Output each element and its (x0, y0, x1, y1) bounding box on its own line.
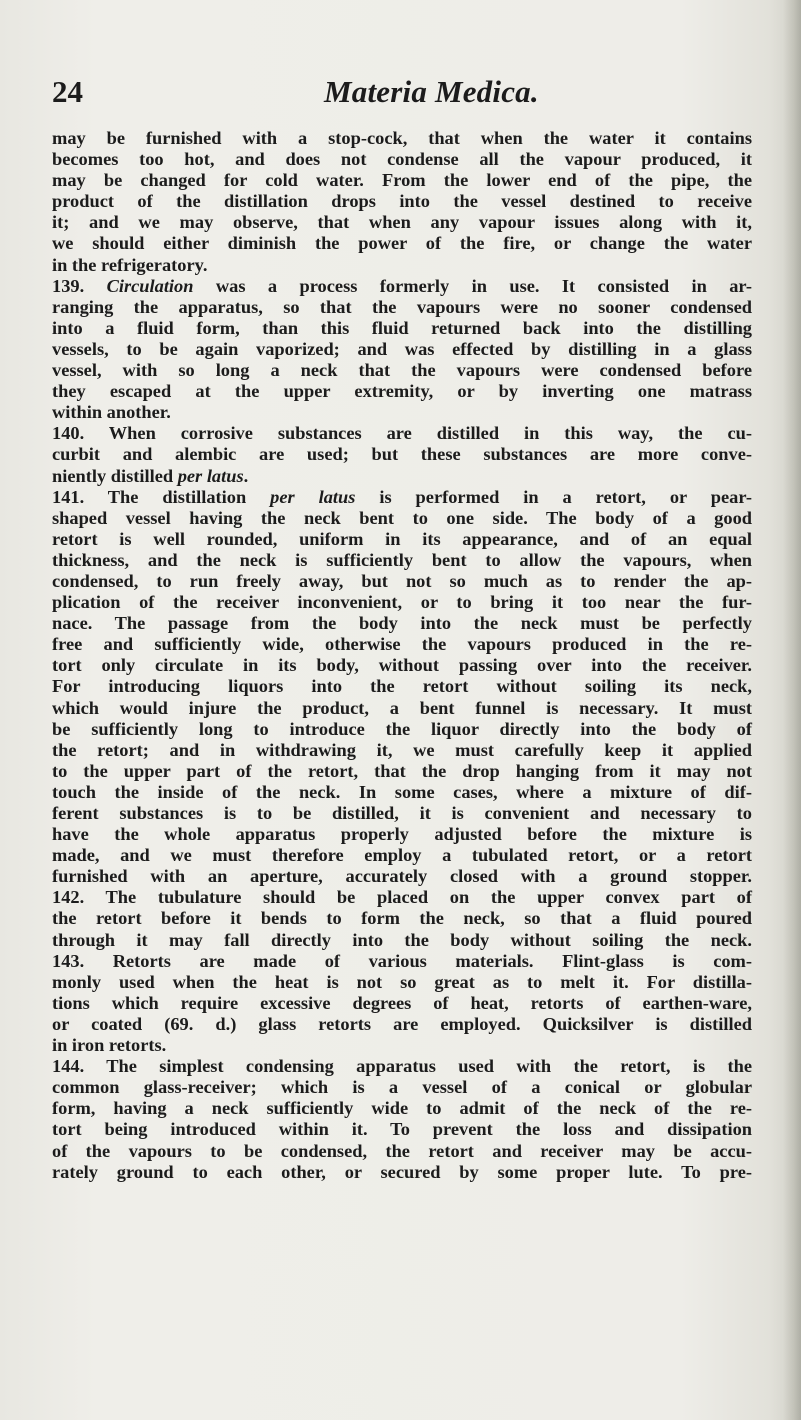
text-line: they escaped at the upper extremity, or by inverting one matrass (52, 381, 752, 402)
text-line: becomes too hot, and does not condense all the vapour produced, it (52, 149, 752, 170)
text-line: 144. The simplest condensing apparatus used with the retort, is the (52, 1056, 752, 1077)
text-line: of the vapours to be condensed, the retort and receiver may be accu- (52, 1140, 752, 1161)
text-line: For introducing liquors into the retort without soiling its neck, (52, 676, 752, 697)
text-line: the retort; and in withdrawing it, we must carefully keep it applied (52, 739, 752, 760)
text-line: within another. (52, 402, 171, 423)
text-line: it; and we may observe, that when any vapour issues along with it, (52, 212, 752, 233)
text-line: into a fluid form, than this fluid returned back into the distilling (52, 317, 752, 338)
text-line: retort is well rounded, uniform in its appearance, and of an equal (52, 528, 752, 549)
text-line: common glass-receiver; which is a vessel of a conical or globular (52, 1077, 752, 1098)
text-line: condensed, to run freely away, but not so much as to render the ap- (52, 570, 752, 591)
text-line: niently distilled per latus. (52, 465, 249, 486)
text-line: made, and we must therefore employ a tubulated retort, or a retort (52, 845, 752, 866)
text-line: we should either diminish the power of the fire, or change the water (52, 233, 752, 254)
text-line: 141. The distillation per latus is performed in a retort, or pear- (52, 486, 752, 507)
text-line: ferent substances is to be distilled, it is convenient and necessary to (52, 803, 752, 823)
text-line: form, having a neck sufficiently wide to admit of the neck of the re- (52, 1098, 752, 1119)
text-line: tions which require excessive degrees of heat, retorts of earthen-ware, (52, 992, 752, 1013)
text-line: tort being introduced within it. To prevent the loss and dissipation (52, 1119, 752, 1140)
text-line: 140. When corrosive substances are distilled in this way, the cu- (52, 423, 752, 444)
text-line: ranging the apparatus, so that the vapours were no sooner condensed (52, 296, 752, 317)
text-line: monly used when the heat is not so great as to melt it. For distilla- (52, 971, 752, 992)
text-line: tort only circulate in its body, without passing over into the receiver. (52, 655, 752, 676)
text-line: vessels, to be again vaporized; and was effected by distilling in a glass (52, 338, 752, 359)
text-line: vessel, with so long a neck that the vapours were condensed before (52, 360, 752, 381)
text-line: be sufficiently long to introduce the liquor directly into the body of (52, 718, 752, 739)
text-line: to the upper part of the retort, that the drop hanging from it may not (52, 760, 752, 781)
text-line: through it may fall directly into the body without soiling the neck. (52, 929, 752, 950)
text-line: product of the distillation drops into the vessel destined to receive (52, 191, 752, 212)
text-line: thickness, and the neck is sufficiently bent to allow the vapours, when (52, 549, 752, 570)
text-line: which would injure the product, a bent funnel is necessary. It must (52, 697, 752, 718)
text-line: the retort before it bends to form the neck, so that a fluid poured (52, 908, 752, 929)
text-line: shaped vessel having the neck bent to one side. The body of a good (52, 507, 752, 528)
page-number: 24 (52, 74, 83, 109)
page-edge-shadow (783, 0, 801, 1420)
body-text (52, 128, 752, 1183)
text-line: in the refrigeratory. (52, 254, 208, 275)
text-line: have the whole apparatus properly adjusted before the mixture is (52, 824, 752, 845)
running-title: Materia Medica. (324, 74, 539, 109)
text-line: free and sufficiently wide, otherwise the vapours produced in the re- (52, 634, 752, 655)
text-line: nace. The passage from the body into the neck must be perfectly (52, 613, 752, 634)
text-line: may be furnished with a stop-cock, that when the water it contains (52, 128, 752, 148)
text-line: curbit and alembic are used; but these substances are more conve- (52, 444, 752, 465)
text-line: may be changed for cold water. From the lower end of the pipe, the (52, 170, 752, 191)
text-line: 143. Retorts are made of various materials. Flint-glass is com- (52, 950, 752, 971)
text-line: in iron retorts. (52, 1035, 167, 1056)
text-line: plication of the receiver inconvenient, or to bring it too near the fur- (52, 592, 752, 613)
text-line: 139. Circulation was a process formerly in use. It consisted in ar- (52, 275, 753, 296)
text-line: or coated (69. d.) glass retorts are employed. Quicksilver is distilled (52, 1013, 752, 1034)
text-line: touch the inside of the neck. In some cases, where a mixture of dif- (52, 781, 752, 802)
page-header (52, 70, 752, 116)
text-line: furnished with an aperture, accurately closed with a ground stopper. (52, 866, 752, 887)
text-line: 142. The tubulature should be placed on the upper convex part of (52, 887, 752, 908)
text-line: rately ground to each other, or secured by some proper lute. To pre- (52, 1161, 752, 1182)
